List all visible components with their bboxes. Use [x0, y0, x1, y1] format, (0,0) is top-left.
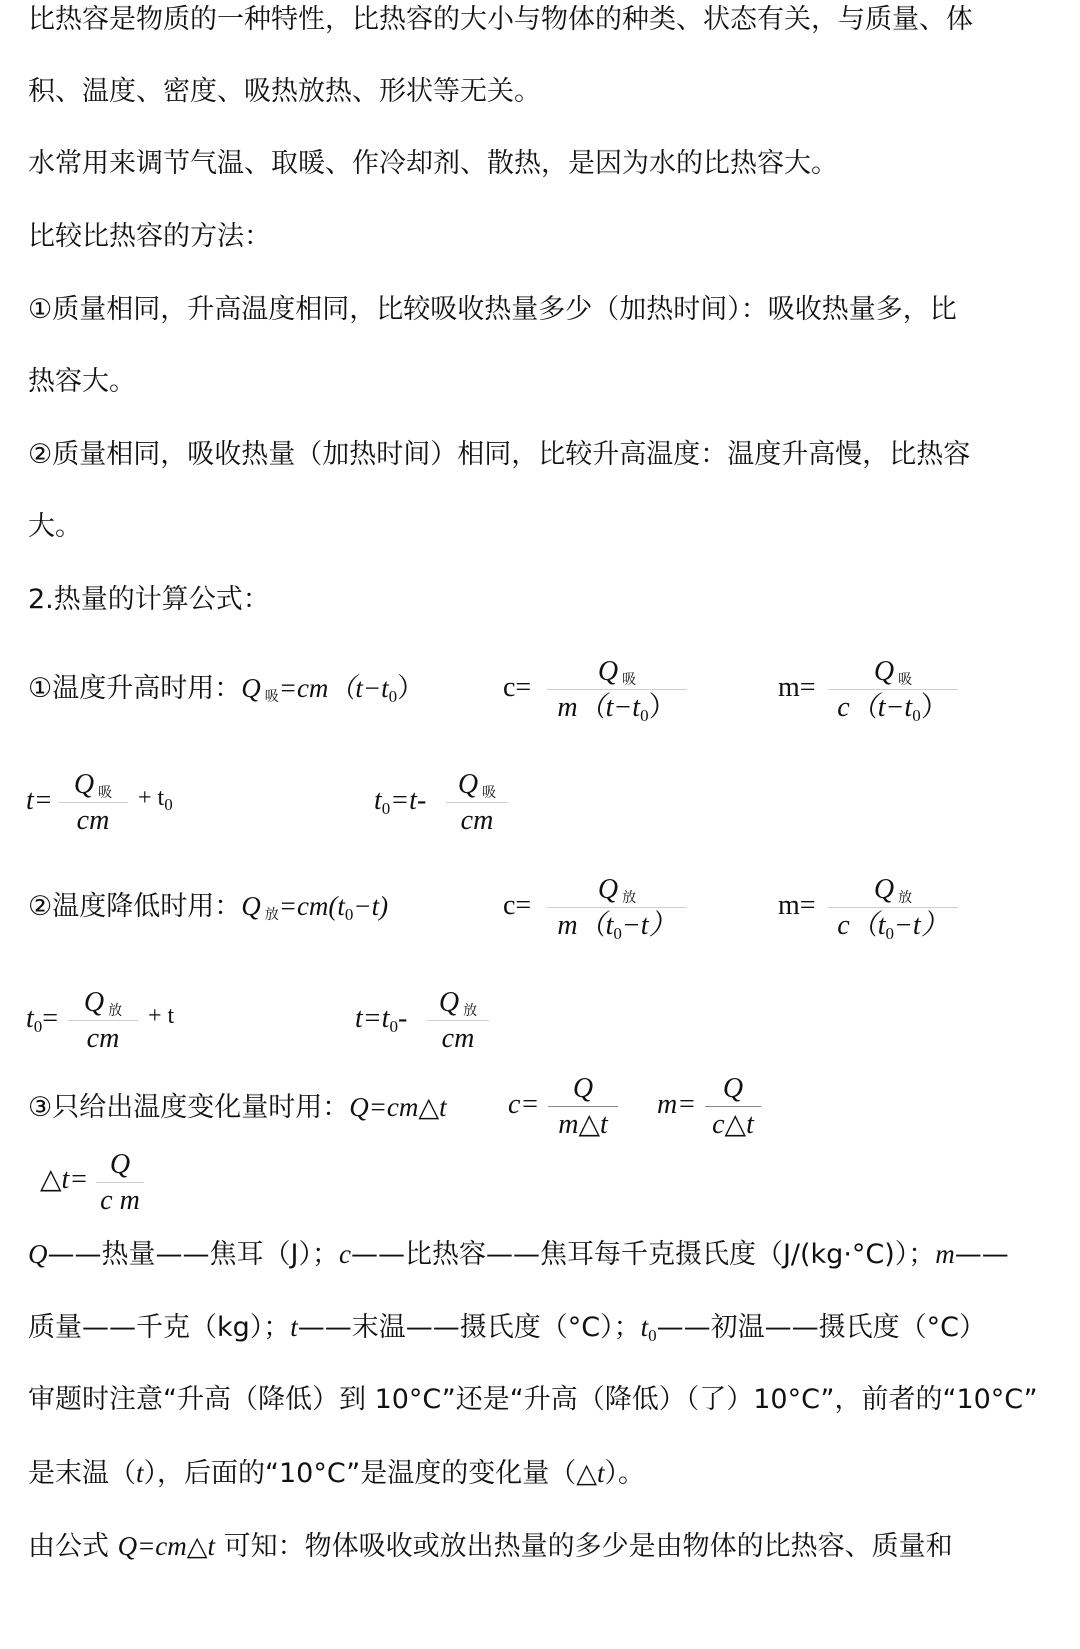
numerator-sub: 放	[108, 1004, 123, 1019]
paragraph-specific-heat-definition-line1: 比热容是物质的一种特性，比热容的大小与物体的种类、状态有关，与质量、体	[28, 4, 973, 35]
denominator-end: −t）	[621, 910, 677, 941]
formula-inline: Q=cm△t	[117, 1531, 216, 1561]
subscript-release: 放	[264, 907, 279, 923]
denominator-end: ）	[648, 692, 677, 723]
symbol-c: c	[338, 1239, 351, 1269]
denominator-sub: 0	[613, 924, 622, 943]
formula-rise-main	[28, 670, 424, 715]
formula-lhs: m=	[778, 890, 816, 921]
definitions-line2	[28, 1309, 986, 1354]
note-text: 可知：物体吸收或放出热量的多少是由物体的比热容、质量和	[215, 1531, 953, 1562]
numerator-Q: Q	[457, 769, 479, 800]
paragraph-method2-line1: ②质量相同，吸收热量（加热时间）相同，比较升高温度：温度升高慢，比热容	[28, 439, 971, 470]
fraction	[68, 986, 138, 1057]
fraction	[446, 768, 508, 839]
numerator-sub: 吸	[622, 673, 637, 688]
note-text: 是末温（	[28, 1458, 136, 1489]
fraction	[427, 986, 489, 1057]
denominator: m（t	[557, 910, 614, 941]
numerator-sub: 放	[463, 1004, 478, 1019]
definition-heat: ——热量——焦耳（J）；	[47, 1239, 339, 1270]
fraction	[705, 1072, 761, 1143]
definition-mass: 质量——千克（kg）；	[28, 1312, 291, 1343]
numerator-sub: 吸	[98, 786, 113, 801]
numerator-Q: Q	[597, 874, 619, 905]
formula-delta-main	[28, 1089, 447, 1126]
numerator-Q: Q	[873, 874, 895, 905]
note-text: ）。	[604, 1458, 645, 1489]
formula-lhs-rest: -	[397, 1003, 408, 1034]
formula-lhs: c=	[503, 672, 532, 703]
denominator: m（t−t	[557, 692, 641, 723]
formula-lhs: c=	[503, 890, 532, 921]
fraction	[828, 873, 958, 944]
subscript-zero: 0	[381, 799, 391, 818]
numerator-Q: Q	[597, 656, 619, 687]
formula-lhs: t=t	[355, 1003, 390, 1034]
subscript-zero: 0	[164, 795, 173, 814]
formula-lhs: m=	[657, 1089, 697, 1120]
symbol-Q: Q	[28, 1239, 48, 1269]
numerator-Q: Q	[572, 1073, 594, 1104]
formula-rhs-end: ）	[397, 673, 425, 703]
formula-lhs: m=	[778, 672, 816, 703]
denominator: c m	[100, 1185, 140, 1216]
note-text: ），后面的“10°C”是温度的变化量（△	[143, 1458, 597, 1489]
fraction	[548, 1072, 618, 1143]
note-line3	[28, 1528, 953, 1565]
formula-lhs: △t=	[40, 1164, 89, 1195]
denominator-end: −t）	[894, 910, 949, 941]
fraction	[547, 873, 687, 944]
denominator: m△t	[558, 1109, 608, 1140]
denominator: cm	[441, 1023, 475, 1054]
denominator-sub: 0	[640, 706, 649, 725]
fraction	[96, 1148, 144, 1219]
formula-tail: + t	[148, 1003, 175, 1029]
symbol-t: t	[596, 1458, 605, 1488]
denominator: c（t	[837, 910, 886, 941]
formula-fall-main	[28, 888, 388, 933]
numerator-Q: Q	[873, 656, 895, 687]
denominator: cm	[460, 805, 494, 836]
definition-dash: ——	[954, 1239, 1009, 1270]
paragraph-compare-methods-heading: 比较比热容的方法：	[28, 221, 271, 252]
fraction	[828, 655, 958, 726]
numerator-Q: Q	[438, 987, 460, 1018]
symbol-m: m	[935, 1239, 955, 1269]
denominator: c（t−t	[837, 692, 913, 723]
denominator: cm	[86, 1023, 120, 1054]
symbol-t: t	[136, 1458, 144, 1488]
paragraph-specific-heat-definition-line2: 积、温度、密度、吸热放热、形状等无关。	[28, 76, 541, 107]
denominator-end: ）	[920, 692, 949, 723]
numerator-sub: 吸	[898, 673, 913, 688]
denominator: cm	[76, 805, 110, 836]
paragraph-method1-line2: 热容大。	[28, 366, 136, 397]
formula-rhs: =cm（t−t	[278, 673, 389, 703]
formula-rise-label: ①温度升高时用：	[28, 673, 242, 704]
denominator-sub: 0	[885, 924, 895, 943]
numerator-Q: Q	[73, 769, 95, 800]
symbol-t0: t	[640, 1312, 649, 1342]
symbol-Q: Q	[241, 673, 261, 703]
note-line2	[28, 1455, 645, 1492]
subscript-zero: 0	[344, 905, 354, 924]
fraction	[58, 768, 128, 839]
symbol-Q: Q	[241, 891, 261, 921]
fraction	[547, 655, 687, 726]
denominator-sub: 0	[912, 706, 921, 725]
note-text: 由公式	[28, 1531, 118, 1562]
subscript-zero: 0	[33, 1017, 43, 1036]
symbol-t: t	[374, 785, 382, 816]
subscript-absorb: 吸	[264, 689, 279, 705]
numerator-Q: Q	[83, 987, 105, 1018]
paragraph-method2-line2: 大。	[28, 511, 82, 542]
definitions-line1	[28, 1236, 1009, 1273]
symbol-t: t	[290, 1312, 298, 1342]
subscript-zero: 0	[389, 1017, 398, 1036]
numerator-Q: Q	[109, 1149, 131, 1180]
numerator-Q: Q	[722, 1073, 744, 1104]
formula-lhs: t=	[26, 785, 53, 816]
formula-rhs-end: −t)	[353, 891, 389, 921]
formula-lhs-rest: =t-	[390, 785, 427, 816]
formula-tail: + t	[138, 785, 165, 811]
paragraph-method1-line1: ①质量相同，升高温度相同，比较吸收热量多少（加热时间）：吸收热量多，比	[28, 294, 957, 325]
denominator: c△t	[712, 1109, 754, 1140]
note-line1: 审题时注意“升高（降低）到 10°C”还是“升高（降低）（了）10°C”，前者的“10°C”	[28, 1384, 1038, 1415]
section-heading-heat-formulas: 2.热量的计算公式：	[28, 584, 270, 615]
numerator-sub: 放	[898, 891, 913, 906]
formula-lhs-rest: =	[42, 1003, 59, 1034]
formula-Q-cm-dt: Q=cm△t	[349, 1092, 447, 1122]
definition-final-temp: ——末温——摄氏度（°C）；	[297, 1312, 641, 1343]
paragraph-water-usage: 水常用来调节气温、取暖、作冷却剂、散热，是因为水的比热容大。	[28, 148, 838, 179]
formula-fall-label: ②温度降低时用：	[28, 891, 242, 922]
subscript-zero: 0	[648, 1326, 657, 1345]
formula-lhs: c=	[508, 1089, 540, 1120]
subscript-zero: 0	[388, 687, 398, 706]
definition-initial-temp: ——初温——摄氏度（°C）	[656, 1312, 987, 1343]
definition-specific-heat: ——比热容——焦耳每千克摄氏度（J/(kg·°C)）；	[350, 1239, 936, 1270]
formula-rhs: =cm(t	[278, 891, 345, 921]
numerator-sub: 吸	[482, 786, 497, 801]
numerator-sub: 放	[622, 891, 637, 906]
formula-delta-label: ③只给出温度变化量时用：	[28, 1092, 350, 1123]
symbol-t: t	[26, 1003, 34, 1034]
